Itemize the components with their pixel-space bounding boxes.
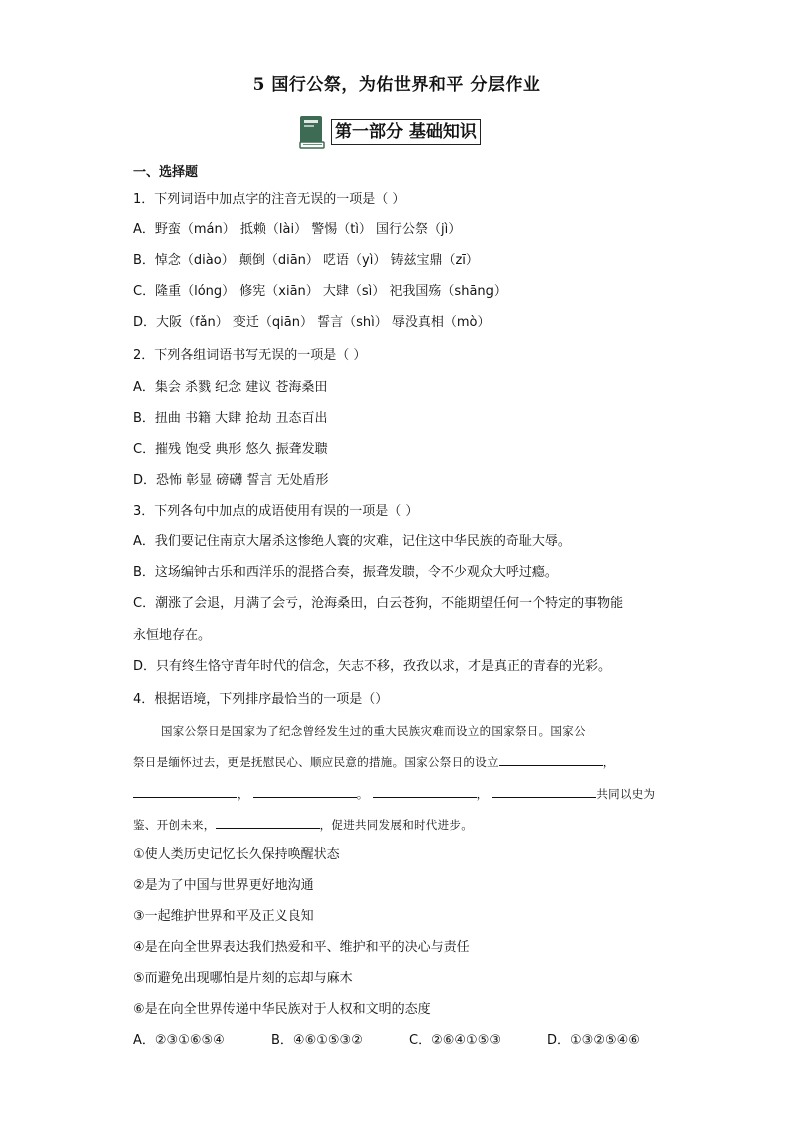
- q4-item-4: ④是在向全世界表达我们热爱和平、维护和平的决心与责任: [133, 940, 470, 955]
- q4-answer-d: D．①③②⑤④⑥: [547, 1033, 640, 1048]
- q2-option-c: C．摧残 饱受 典形 悠久 振聋发聩: [133, 442, 328, 457]
- q2-option-b: B．扭曲 书籍 大肆 抢劫 丑态百出: [133, 411, 328, 426]
- q2-stem: 2．下列各组词语书写无误的一项是（ ）: [133, 348, 367, 363]
- q4-passage-sep: ，: [237, 787, 249, 801]
- fill-blank: [492, 785, 596, 798]
- q4-item-2: ②是为了中国与世界更好地沟通: [133, 878, 314, 893]
- q3-option-d: D．只有终生恪守青年时代的信念，矢志不移，孜孜以求，才是真正的青春的光彩。: [133, 659, 612, 674]
- fill-blank: [499, 753, 603, 766]
- q4-passage-line-2: [133, 753, 615, 770]
- book-icon: [297, 114, 327, 150]
- q4-passage-text: 共同以史为: [596, 787, 656, 801]
- q3-option-c: C．潮涨了会退，月满了会亏，沧海桑田，白云苍狗，不能期望任何一个特定的事物能: [133, 596, 624, 611]
- section-header: [297, 114, 481, 150]
- q4-passage-sep: 。: [356, 787, 369, 801]
- q4-answer-b: B．④⑥①⑤③②: [271, 1033, 363, 1048]
- fill-blank: [216, 816, 320, 829]
- page-title: 5 国行公祭，为佑世界和平 分层作业: [252, 75, 541, 95]
- q2-option-a: A．集会 杀戮 纪念 建议 苍海桑田: [133, 380, 328, 395]
- q4-passage-line-3: [133, 785, 655, 802]
- q4-answer-c: C．②⑥④①⑤③: [409, 1033, 502, 1048]
- q4-passage-line-4: [133, 816, 473, 833]
- q1-stem: 1．下列词语中加点字的注音无误的一项是（ ）: [133, 192, 406, 207]
- q1-option-b: B．悼念（diào） 颠倒（diān） 呓语（yì） 铸兹宝鼎（zī）: [133, 253, 479, 268]
- q1-option-c: C．隆重（lóng） 修宪（xiān） 大肆（sì） 祀我国殇（shāng）: [133, 284, 507, 299]
- fill-blank: [373, 785, 477, 798]
- q3-option-b: B．这场编钟古乐和西洋乐的混搭合奏，振聋发聩，令不少观众大呼过瘾。: [133, 565, 558, 580]
- q4-item-1: ①使人类历史记忆长久保持唤醒状态: [133, 847, 340, 862]
- q4-passage-comma: ，: [602, 755, 615, 769]
- q4-item-6: ⑥是在向全世界传递中华民族对于人权和文明的态度: [133, 1002, 431, 1017]
- fill-blank: [253, 785, 357, 798]
- q4-item-3: ③一起维护世界和平及正义良知: [133, 909, 314, 924]
- q1-option-d: D．大阪（fǎn） 变迁（qiān） 誓言（shì） 辱没真相（mò）: [133, 315, 491, 330]
- q4-passage-text: ，促进共同发展和时代进步。: [319, 818, 474, 832]
- q4-item-5: ⑤而避免出现哪怕是片刻的忘却与麻木: [133, 971, 353, 986]
- q4-stem: 4．根据语境，下列排序最恰当的一项是（）: [133, 692, 389, 707]
- q4-answer-a: A．②③①⑥⑤④: [133, 1033, 225, 1048]
- q2-option-d: D．恐怖 彰显 磅礴 誓言 无处盾形: [133, 473, 329, 488]
- q1-option-a: A．野蛮（mán） 抵赖（lài） 警惕（tì） 国行公祭（jì）: [133, 222, 462, 237]
- q4-passage-text: 鉴、开创未来，: [133, 818, 216, 832]
- q3-option-c-continued: 永恒地存在。: [133, 628, 212, 643]
- part-heading: 一、选择题: [133, 165, 199, 180]
- q3-option-a: A．我们要记住南京大屠杀这惨绝人寰的灾难，记住这中华民族的奇耻大辱。: [133, 534, 571, 549]
- q4-passage-sep: ，: [476, 787, 489, 801]
- fill-blank: [133, 785, 237, 798]
- q3-stem: 3．下列各句中加点的成语使用有误的一项是（ ）: [133, 504, 419, 519]
- q4-passage-text: 祭日是缅怀过去，更是抚慰民心、顺应民意的措施。国家公祭日的设立: [133, 755, 499, 769]
- q4-passage-line-1: 国家公祭日是国家为了纪念曾经发生过的重大民族灾难而设立的国家祭日。国家公: [161, 724, 586, 738]
- q4-answer-options: [133, 1033, 640, 1049]
- section-label: 第一部分 基础知识: [331, 119, 481, 145]
